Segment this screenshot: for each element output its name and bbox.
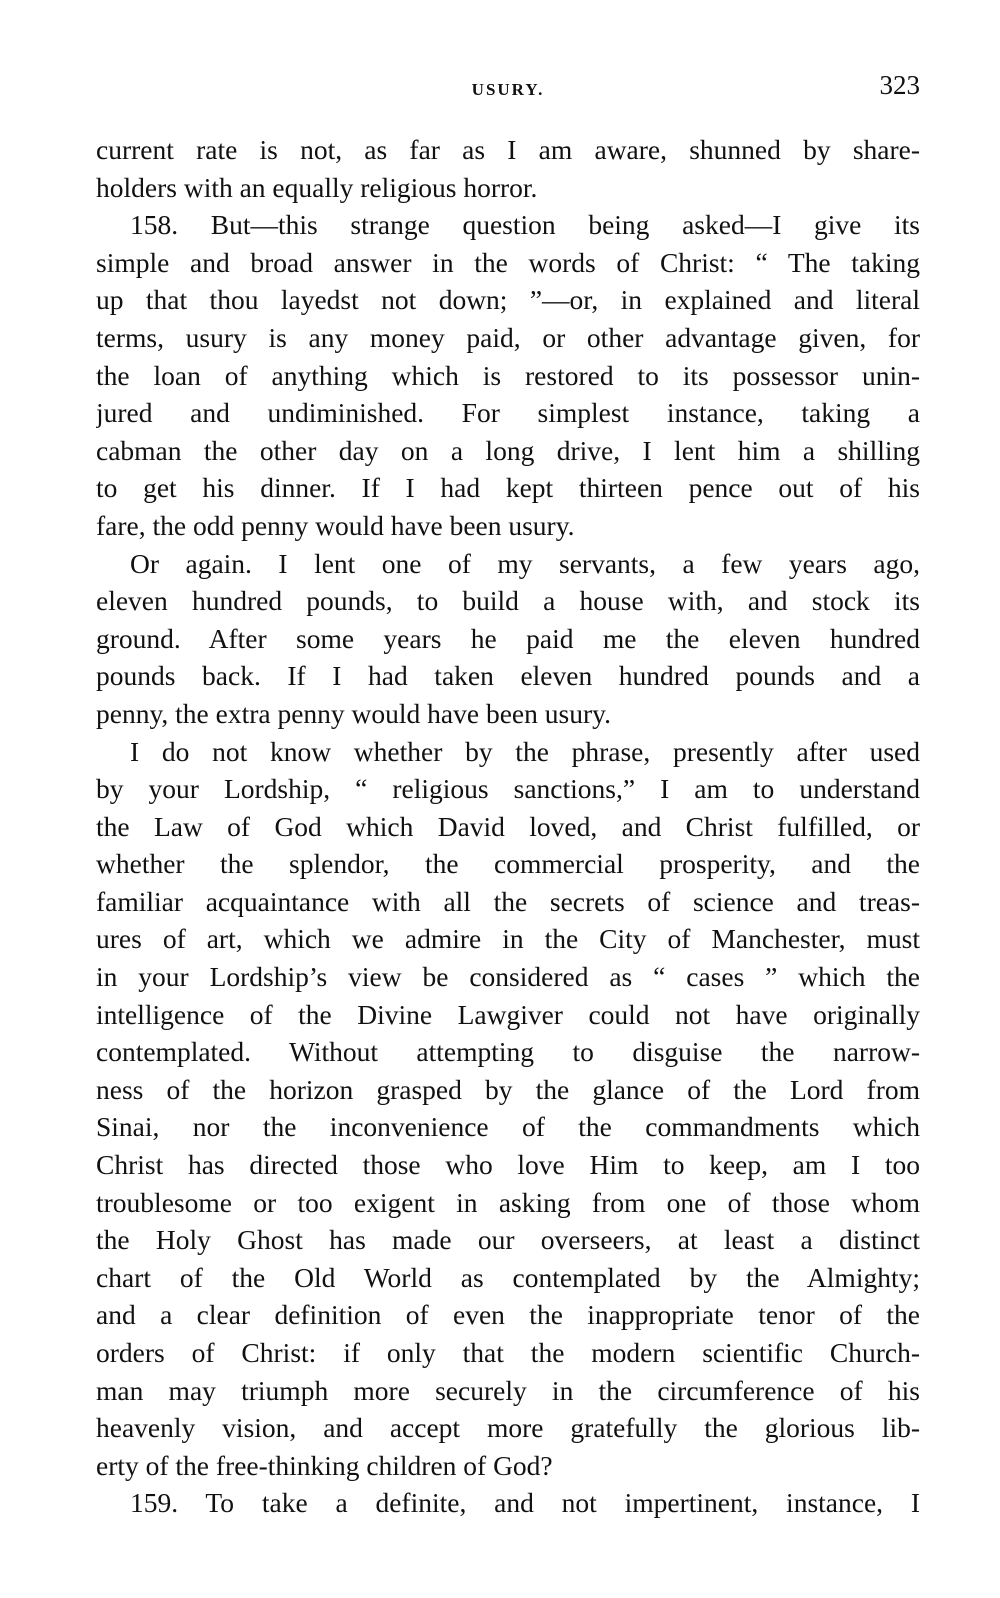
- text-line: simple and broad answer in the words of Christ: “ The taking: [96, 246, 920, 278]
- text-line: orders of Christ: if only that the modern scientific Church-: [96, 1337, 920, 1368]
- text-line: ures of art, which we admire in the City of Manchester, must: [96, 923, 920, 955]
- text-line: holders with an equally religious horror.: [96, 171, 538, 203]
- text-line: the Law of God which David loved, and Christ fulfilled, or: [96, 810, 920, 842]
- text-line: by your Lordship, “ religious sanctions,” I am to understand: [96, 773, 920, 805]
- text-line: ness of the horizon grasped by the glance of the Lord from: [96, 1073, 920, 1105]
- text-line: the loan of anything which is restored to its possessor unin-: [96, 359, 920, 391]
- text-line: I do not know whether by the phrase, presently after used: [130, 735, 920, 767]
- text-line: pounds back. If I had taken eleven hundred pounds and a: [96, 660, 920, 692]
- text-line: to get his dinner. If I had kept thirteen pence out of his: [96, 472, 920, 504]
- text-line: fare, the odd penny would have been usury.: [96, 509, 575, 541]
- text-line: troublesome or too exigent in asking from one of those whom: [96, 1186, 920, 1218]
- text-line: penny, the extra penny would have been usury.: [96, 697, 611, 729]
- text-line: Christ has directed those who love Him to keep, am I too: [96, 1149, 920, 1181]
- page-number: 323: [879, 70, 920, 100]
- text-line: in your Lordship’s view be considered as “ cases ” which the: [96, 961, 920, 993]
- text-line: ground. After some years he paid me the eleven hundred: [96, 622, 920, 654]
- running-head: [96, 66, 920, 106]
- text-line: contemplated. Without attempting to disguise the narrow-: [96, 1036, 920, 1068]
- text-line: Sinai, nor the inconvenience of the commandments which: [96, 1111, 920, 1143]
- text-line: and a clear definition of even the inappropriate tenor of the: [96, 1299, 920, 1331]
- text-line: heavenly vision, and accept more gratefully the glorious lib-: [96, 1412, 920, 1444]
- text-line: intelligence of the Divine Lawgiver could not have originally: [96, 998, 920, 1030]
- text-line: eleven hundred pounds, to build a house with, and stock its: [96, 585, 920, 617]
- text-line: erty of the free-thinking children of God?: [96, 1449, 553, 1481]
- text-line: whether the splendor, the commercial prosperity, and the: [96, 848, 920, 880]
- text-line: the Holy Ghost has made our overseers, at least a distinct: [96, 1224, 920, 1256]
- body-text: [96, 131, 920, 1522]
- text-line: terms, usury is any money paid, or other advantage given, for: [96, 321, 920, 353]
- running-title: USURY.: [471, 80, 545, 99]
- text-line: 158. But—this strange question being asked—I give its: [130, 209, 920, 241]
- text-line: up that thou layedst not down; ”—or, in explained and literal: [96, 284, 920, 316]
- text-line: jured and undiminished. For simplest instance, taking a: [96, 397, 920, 429]
- text-line: chart of the Old World as contemplated by the Almighty;: [96, 1261, 920, 1293]
- text-line: current rate is not, as far as I am aware, shunned by share-: [96, 134, 920, 165]
- text-line: man may triumph more securely in the circumference of his: [96, 1374, 920, 1406]
- text-line: 159. To take a definite, and not impertinent, instance, I: [130, 1487, 920, 1519]
- text-line: familiar acquaintance with all the secrets of science and treas-: [96, 885, 920, 917]
- text-line: Or again. I lent one of my servants, a few years ago,: [130, 547, 920, 579]
- text-line: cabman the other day on a long drive, I lent him a shilling: [96, 434, 920, 466]
